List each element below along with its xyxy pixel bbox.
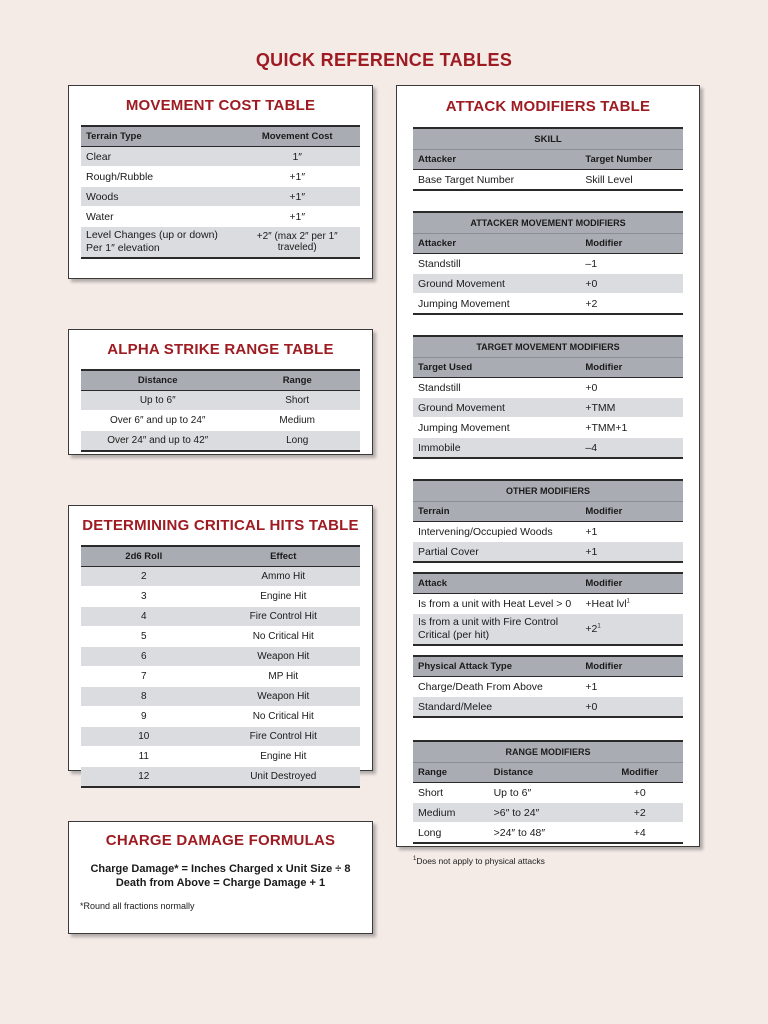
table-row: [81, 627, 360, 647]
attack-modifiers-title: ATTACK MODIFIERS TABLE: [445, 98, 651, 115]
cell: Short: [234, 391, 360, 411]
cell: Rough/Rubble: [81, 167, 234, 187]
cell: +0: [580, 274, 683, 294]
table-header-row: [81, 370, 360, 391]
movement-cost-panel: [68, 85, 373, 279]
table-row: [413, 677, 683, 697]
cell: –1: [580, 254, 683, 274]
table-row: [81, 147, 360, 167]
footnote-text: Does not apply to physical attacks: [416, 856, 545, 866]
cell: +1: [580, 677, 683, 697]
cell: +2″ (max 2″ per 1″ traveled): [234, 227, 360, 259]
cell: 4: [81, 607, 207, 627]
cell: Standstill: [413, 254, 580, 274]
charge-damage-title: CHARGE DAMAGE FORMULAS: [105, 832, 336, 849]
range-modifiers-table: [413, 740, 683, 844]
table-row: [81, 587, 360, 607]
charge-damage-formula: Charge Damage* = Inches Charged x Unit Size ÷ 8: [90, 863, 351, 875]
table-row: [413, 170, 683, 191]
cell: Ground Movement: [413, 398, 580, 418]
cell: 2: [81, 567, 207, 587]
attack-modifiers-panel: [396, 85, 700, 866]
cell: Skill Level: [580, 170, 683, 191]
cell: Unit Destroyed: [207, 767, 360, 788]
cell: Engine Hit: [207, 747, 360, 767]
column-header: Physical Attack Type: [413, 656, 580, 677]
table-row: [81, 567, 360, 587]
cell: +1: [580, 542, 683, 563]
cell: Clear: [81, 147, 234, 167]
critical-hits-title: DETERMINING CRITICAL HITS TABLE: [82, 517, 359, 534]
death-from-above-formula: Death from Above = Charge Damage + 1: [115, 877, 326, 889]
cell: Standard/Melee: [413, 697, 580, 718]
table-row: [413, 823, 683, 844]
table-row: [81, 607, 360, 627]
cell: 1″: [234, 147, 360, 167]
table-row: [81, 391, 360, 411]
table-row: [81, 687, 360, 707]
column-header: Range: [234, 370, 360, 391]
table-row: [81, 187, 360, 207]
section-header-row: [413, 480, 683, 502]
cell: Long: [234, 431, 360, 452]
cell: Ground Movement: [413, 274, 580, 294]
table-row: [413, 398, 683, 418]
table-header-row: [81, 126, 360, 147]
cell: Immobile: [413, 438, 580, 459]
cell: Over 24″ and up to 42″: [81, 431, 234, 452]
table-row: [413, 294, 683, 315]
cell: Short: [413, 783, 489, 803]
table-row: [81, 167, 360, 187]
physical-attack-table: [413, 655, 683, 718]
table-header-row: [413, 573, 683, 594]
cell: 8: [81, 687, 207, 707]
cell: Intervening/Occupied Woods: [413, 522, 580, 542]
section-header-row: [413, 741, 683, 763]
critical-hits-table: [81, 545, 360, 788]
cell: Weapon Hit: [207, 647, 360, 667]
cell: 12: [81, 767, 207, 788]
cell: Up to 6″: [81, 391, 234, 411]
table-header-row: [81, 546, 360, 567]
cell: 9: [81, 707, 207, 727]
movement-cost-table: [81, 125, 360, 259]
table-row: [413, 803, 683, 823]
charge-damage-panel: [68, 821, 373, 934]
section-title: OTHER MODIFIERS: [413, 480, 683, 502]
attack-conditions-table: [413, 572, 683, 646]
column-header: Modifier: [580, 358, 683, 378]
rounding-note: *Round all fractions normally: [80, 901, 195, 911]
cell: Long: [413, 823, 489, 844]
cell: [580, 614, 683, 646]
section-header-row: [413, 128, 683, 150]
column-header: Attack: [413, 573, 580, 594]
cell: Is from a unit with Fire Control Critical (per hit): [413, 614, 580, 646]
table-row: [413, 418, 683, 438]
cell: +TMM+1: [580, 418, 683, 438]
cell: 5: [81, 627, 207, 647]
column-header: Terrain Type: [81, 126, 234, 147]
cell: Medium: [234, 411, 360, 431]
cell: –4: [580, 438, 683, 459]
range-panel: [68, 329, 373, 455]
cell-value: +2: [585, 623, 598, 635]
table-row: [413, 542, 683, 563]
cell: Base Target Number: [413, 170, 580, 191]
cell-value: +Heat lvl: [585, 597, 627, 610]
cell: >6″ to 24″: [489, 803, 597, 823]
cell: Woods: [81, 187, 234, 207]
page-title: QUICK REFERENCE TABLES: [255, 50, 513, 70]
cell: 7: [81, 667, 207, 687]
section-header-row: [413, 336, 683, 358]
cell: +4: [597, 823, 683, 844]
cell: Jumping Movement: [413, 294, 580, 315]
table-header-row: [413, 358, 683, 378]
cell: +0: [597, 783, 683, 803]
cell: Jumping Movement: [413, 418, 580, 438]
table-row: [413, 614, 683, 646]
table-row: [413, 378, 683, 398]
table-row: [81, 647, 360, 667]
table-row: [81, 767, 360, 788]
section-header-row: [413, 212, 683, 234]
table-row: [81, 727, 360, 747]
other-modifiers-table: [413, 479, 683, 563]
cell: Weapon Hit: [207, 687, 360, 707]
column-header: Modifier: [580, 656, 683, 677]
section-title: SKILL: [413, 128, 683, 150]
cell: +0: [580, 697, 683, 718]
table-row: [413, 438, 683, 459]
cell: Partial Cover: [413, 542, 580, 563]
table-row: [413, 783, 683, 803]
cell: Level Changes (up or down) Per 1″ elevation: [81, 227, 234, 259]
critical-hits-panel: [68, 505, 373, 782]
column-header: Distance: [489, 763, 597, 783]
table-row: [413, 274, 683, 294]
cell: >24″ to 48″: [489, 823, 597, 844]
movement-cost-title: MOVEMENT COST TABLE: [125, 97, 316, 114]
footnote-ref: 1: [626, 598, 630, 604]
cell: Fire Control Hit: [207, 727, 360, 747]
skill-table: [413, 127, 683, 191]
column-header: Distance: [81, 370, 234, 391]
column-header: Target Number: [580, 150, 683, 170]
table-row: [81, 707, 360, 727]
range-title: ALPHA STRIKE RANGE TABLE: [107, 341, 334, 358]
table-row: [81, 667, 360, 687]
column-header: Attacker: [413, 234, 580, 254]
column-header: Target Used: [413, 358, 580, 378]
cell: No Critical Hit: [207, 707, 360, 727]
column-header: Range: [413, 763, 489, 783]
cell: 6: [81, 647, 207, 667]
section-title: TARGET MOVEMENT MODIFIERS: [413, 336, 683, 358]
cell: +0: [580, 378, 683, 398]
cell: Standstill: [413, 378, 580, 398]
table-row: [81, 431, 360, 452]
column-header: Modifier: [580, 234, 683, 254]
table-header-row: [413, 234, 683, 254]
cell: 11: [81, 747, 207, 767]
target-movement-table: [413, 335, 683, 459]
table-row: [81, 227, 360, 259]
cell: MP Hit: [207, 667, 360, 687]
cell: Water: [81, 207, 234, 227]
column-header: Modifier: [597, 763, 683, 783]
range-table: [81, 369, 360, 452]
cell: +1″: [234, 207, 360, 227]
cell: Charge/Death From Above: [413, 677, 580, 697]
footnote-mark: 1: [413, 856, 417, 863]
cell: Over 6″ and up to 24″: [81, 411, 234, 431]
cell: +2: [580, 294, 683, 315]
cell: Medium: [413, 803, 489, 823]
table-row: [81, 207, 360, 227]
section-title: RANGE MODIFIERS: [413, 741, 683, 763]
cell: +1: [580, 522, 683, 542]
column-header: Effect: [207, 546, 360, 567]
attacker-movement-table: [413, 211, 683, 315]
section-title: ATTACKER MOVEMENT MODIFIERS: [413, 212, 683, 234]
cell: [580, 594, 683, 614]
footnote-ref: 1: [597, 623, 601, 630]
cell: Is from a unit with Heat Level > 0: [413, 594, 580, 614]
table-row: [413, 254, 683, 274]
cell: 10: [81, 727, 207, 747]
table-header-row: [413, 502, 683, 522]
cell: 3: [81, 587, 207, 607]
cell: +2: [597, 803, 683, 823]
cell: Ammo Hit: [207, 567, 360, 587]
cell: No Critical Hit: [207, 627, 360, 647]
table-header-row: [413, 763, 683, 783]
physical-attacks-footnote: [413, 856, 683, 866]
cell: +1″: [234, 187, 360, 207]
column-header: Movement Cost: [234, 126, 360, 147]
column-header: Modifier: [580, 573, 683, 594]
table-row: [81, 411, 360, 431]
table-row: [81, 747, 360, 767]
column-header: Modifier: [580, 502, 683, 522]
column-header: Attacker: [413, 150, 580, 170]
cell: Engine Hit: [207, 587, 360, 607]
table-row: [413, 697, 683, 718]
column-header: 2d6 Roll: [81, 546, 207, 567]
column-header: Terrain: [413, 502, 580, 522]
cell: Fire Control Hit: [207, 607, 360, 627]
cell: +TMM: [580, 398, 683, 418]
cell: Up to 6″: [489, 783, 597, 803]
cell: +1″: [234, 167, 360, 187]
table-row: [413, 594, 683, 614]
table-header-row: [413, 656, 683, 677]
table-row: [413, 522, 683, 542]
table-header-row: [413, 150, 683, 170]
